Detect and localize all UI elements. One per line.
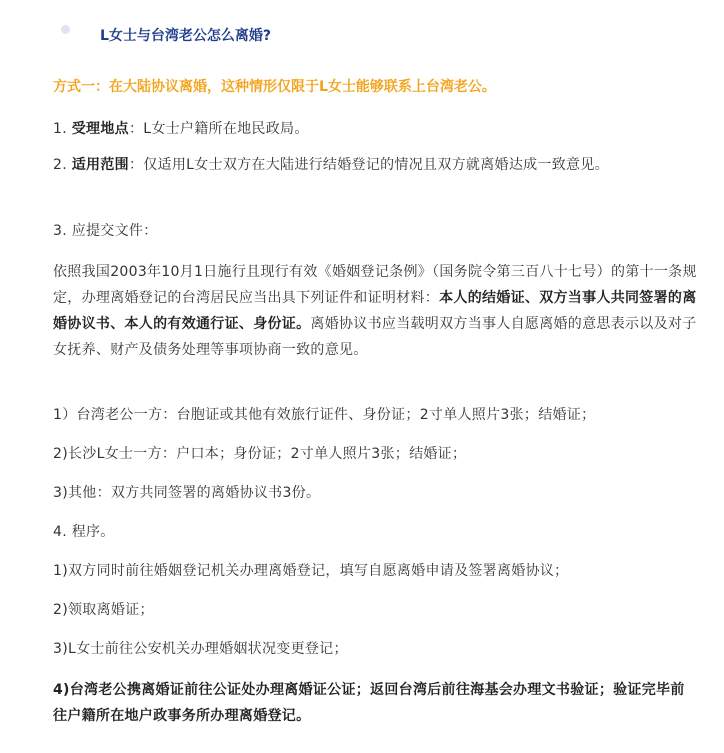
item-number: 2. — [53, 157, 67, 173]
doc-item: 3)其他：双方共同签署的离婚协议书3份。 — [53, 485, 321, 501]
procedure-heading: 4. 程序。 — [53, 524, 115, 540]
procedure-step: 1)双方同时前往婚姻登记机关办理离婚登记，填写自愿离婚申请及签署离婚协议； — [53, 563, 569, 579]
doc-item: 1）台湾老公一方：台胞证或其他有效旅行证件、身份证；2寸单人照片3张；结婚证； — [53, 407, 596, 423]
procedure-step: 2)领取离婚证； — [53, 602, 154, 618]
method-one-heading: 方式一：在大陆协议离婚，这种情形仅限于L女士能够联系上台湾老公。 — [53, 79, 496, 95]
law-text-2: 离婚协议书应当载明双方当事人自愿离婚的意思表示以及对子女抚养、财产及债务处理等事项协商一致的意见。 — [53, 316, 697, 358]
procedure-step-bold: 4)台湾老公携离婚证前往公证处办理离婚证公证；返回台湾后前往海基会办理文书验证；验证完毕前往户籍所在地户政事务所办理离婚登记。 — [53, 682, 685, 724]
item-scope — [53, 152, 698, 178]
item-label: 适用范围 — [71, 157, 129, 173]
doc-item: 2)长沙L女士一方：户口本；身份证；2寸单人照片3张；结婚证； — [53, 446, 467, 462]
law-text: 依照我国2003年10月1日施行且现行有效《婚姻登记条例》（国务院令第三百八十七号）的第十一条规定，办理离婚登记的台湾居民应当出具下列证件和证明材料： — [53, 264, 697, 306]
dot-icon — [61, 25, 70, 34]
law-paragraph — [53, 259, 698, 363]
item-text: ：L女士户籍所在地民政局。 — [128, 121, 309, 137]
procedure-step: 3)L女士前往公安机关办理婚姻状况变更登记； — [53, 641, 348, 657]
item-location — [53, 116, 698, 142]
item-text: ：仅适用L女士双方在大陆进行结婚登记的情况且双方就离婚达成一致意见。 — [128, 157, 609, 173]
law-required-docs: 本人的结婚证、双方当事人共同签署的离婚协议书、本人的有效通行证、身份证。 — [53, 290, 697, 332]
article-title: L女士与台湾老公怎么离婚? — [100, 28, 272, 44]
item-label: 受理地点 — [71, 121, 129, 137]
item-number: 1. — [53, 121, 67, 137]
item-documents-heading: 3. 应提交文件： — [53, 223, 158, 239]
